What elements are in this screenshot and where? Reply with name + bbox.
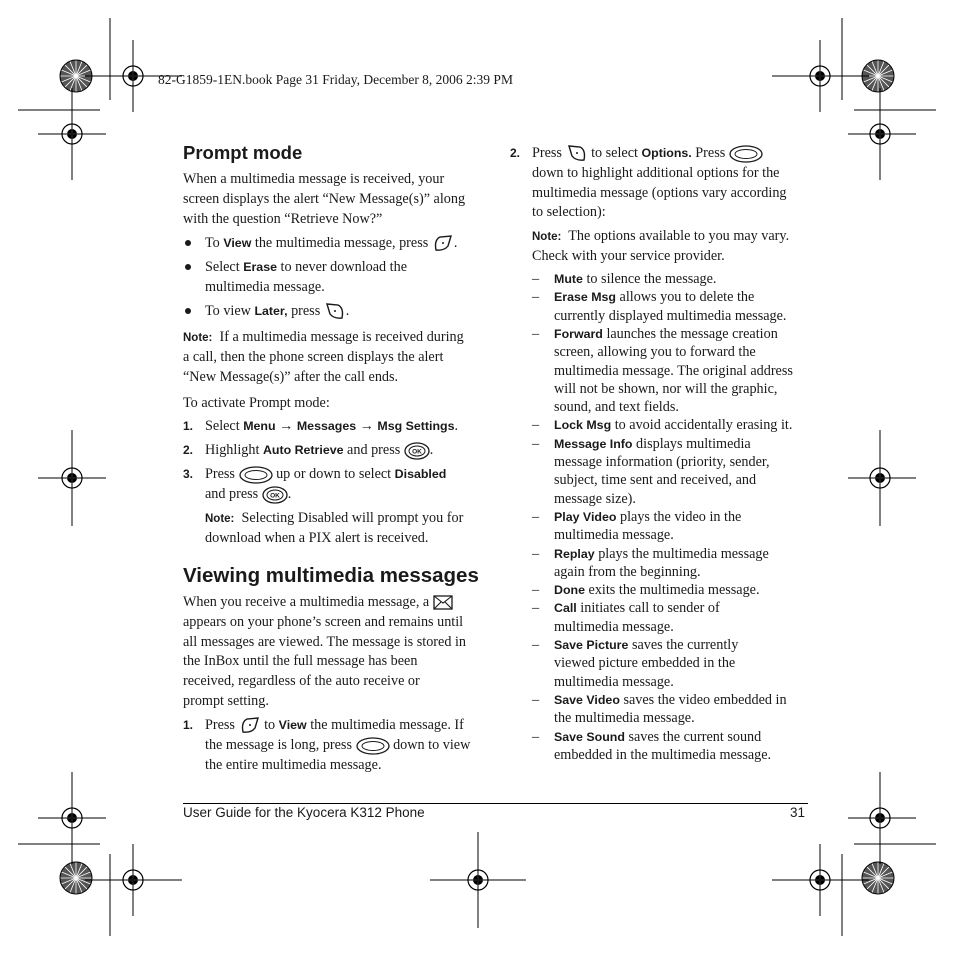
option-description: multimedia message. <box>554 527 674 544</box>
option-description: sound, and text fields. <box>554 399 679 416</box>
navigation-key-icon <box>356 737 390 755</box>
option-item-continuation <box>554 490 636 508</box>
option-item-continuation <box>554 526 674 544</box>
option-item <box>554 508 741 526</box>
option-item-continuation <box>554 654 735 672</box>
option-name: Call <box>554 601 577 616</box>
step-press-disabled: Press up or down to select Disabled <box>205 466 447 482</box>
step-press-options: Press to select Options. Press <box>532 143 763 164</box>
bullet <box>185 264 191 270</box>
option-description: message information (priority, sender, <box>554 454 770 470</box>
option-description: initiates call to sender of <box>576 600 720 617</box>
note-disabled: Note: Selecting Disabled will prompt you for <box>205 510 464 526</box>
list-dash: – <box>532 435 540 452</box>
step-select-menu: Select Menu → Messages → Msg Settings. <box>205 418 459 434</box>
option-description: exits the multimedia message. <box>584 582 760 599</box>
ok-key-icon <box>404 442 430 460</box>
option-description: to avoid accidentally erasing it. <box>611 417 793 434</box>
option-item-continuation <box>554 563 701 581</box>
option-item-continuation <box>554 307 786 325</box>
view-para-line-3: all messages are viewed. The message is stored in <box>183 634 467 650</box>
option-name: Replay <box>554 546 595 561</box>
step-press-options-line2: down to highlight additional options for the <box>532 165 780 181</box>
view-para-line-4: the InBox until the full message has been <box>183 653 418 669</box>
step-number: 2. <box>183 443 194 457</box>
step-number: 1. <box>183 419 194 433</box>
bullet-erase-line2: multimedia message. <box>205 279 325 295</box>
option-description: saves the current sound <box>624 728 762 745</box>
option-description: to silence the message. <box>582 271 717 287</box>
list-dash: – <box>532 289 540 306</box>
bullet <box>185 240 191 246</box>
bullet <box>185 308 191 314</box>
option-name: Erase Msg <box>554 290 616 305</box>
list-dash: – <box>532 508 540 525</box>
option-description: screen, allowing you to forward the <box>554 344 756 361</box>
option-item-continuation <box>554 618 674 636</box>
option-item <box>554 581 760 599</box>
option-description: message size). <box>554 490 636 507</box>
view-para-line-6: prompt setting. <box>183 693 269 709</box>
option-description: currently displayed multimedia message. <box>554 307 787 324</box>
printer-color-bar-icon <box>862 862 894 894</box>
option-item-continuation <box>554 709 695 727</box>
option-name: Play Video <box>554 509 617 524</box>
bullet-erase: Select Erase to never download the <box>205 259 407 275</box>
option-name: Save Sound <box>554 729 625 744</box>
option-item-continuation <box>554 398 679 416</box>
intro-line-1: When a multimedia message is received, your <box>183 171 445 187</box>
option-description: saves the video embedded in <box>619 691 787 708</box>
option-description: will not be shown, nor will the graphic, <box>554 380 778 397</box>
note-options: Note: The options available to you may vary. <box>532 228 790 244</box>
option-item <box>554 435 751 453</box>
list-dash: – <box>532 582 540 599</box>
right-softkey-icon <box>324 302 346 322</box>
option-item-continuation <box>554 453 770 471</box>
option-name: Message Info <box>554 436 633 451</box>
step-number: 2. <box>510 146 521 160</box>
list-dash: – <box>532 600 540 617</box>
list-dash: – <box>532 325 540 342</box>
option-item <box>554 545 769 563</box>
option-item-continuation <box>554 380 777 398</box>
list-dash: – <box>532 637 540 653</box>
note-call: Note: If a multimedia message is received during <box>183 329 464 345</box>
option-item <box>554 270 716 288</box>
note-call-line2: a call, then the phone screen displays the alert <box>183 349 444 365</box>
list-dash: – <box>532 417 540 434</box>
option-name: Done <box>554 583 585 598</box>
option-description: saves the currently <box>628 637 739 653</box>
intro-line-3: with the question “Retrieve Now?” <box>183 211 383 227</box>
view-para-line-5: received, regardless of the auto receive or <box>183 673 420 689</box>
step-highlight-auto: Highlight Auto Retrieve and press OK . <box>205 442 434 458</box>
option-item-continuation <box>554 362 793 380</box>
option-item-continuation <box>554 673 674 691</box>
option-name: Mute <box>554 272 583 286</box>
step-number: 1. <box>183 718 194 732</box>
navigation-key-icon <box>729 145 763 163</box>
option-description: embedded in the multimedia message. <box>554 746 772 763</box>
ok-key-icon <box>262 486 288 504</box>
option-item <box>554 288 754 306</box>
left-softkey-icon <box>239 716 261 736</box>
option-description: multimedia message. <box>554 618 674 635</box>
bullet-view: To View the multimedia message, press . <box>205 233 457 254</box>
option-description: multimedia message. <box>554 673 674 690</box>
navigation-key-icon <box>239 466 273 484</box>
option-description: plays the video in the <box>616 508 742 525</box>
option-description: subject, time sent and received, and <box>554 472 757 489</box>
option-item-continuation <box>554 343 756 361</box>
note-options-line2: Check with your service provider. <box>532 248 725 264</box>
option-description: the multimedia message. <box>554 710 695 727</box>
list-dash: – <box>532 728 540 745</box>
step-press-view: Press to View the multimedia message. If <box>205 715 464 736</box>
intro-line-2: screen displays the alert “New Message(s)” along <box>183 191 466 207</box>
envelope-icon <box>433 595 453 610</box>
option-name: Save Picture <box>554 638 629 652</box>
viewing-heading: Viewing multimedia messages <box>183 564 479 587</box>
option-name: Forward <box>554 326 603 341</box>
option-item-continuation <box>554 746 771 764</box>
step-press-view-line3: the entire multimedia message. <box>205 757 382 773</box>
view-para-line-1: When you receive a multimedia message, a <box>183 592 453 612</box>
option-description: viewed picture embedded in the <box>554 655 736 672</box>
option-item <box>554 599 720 617</box>
option-item <box>554 728 761 746</box>
option-item <box>554 636 738 654</box>
note-call-line3: “New Message(s)” after the call ends. <box>183 369 399 385</box>
option-description: multimedia message. The original address <box>554 362 793 379</box>
list-dash: – <box>532 545 540 562</box>
view-para-line-2: appears on your phone’s screen and remains until <box>183 614 464 630</box>
footer-title: User Guide for the Kyocera K312 Phone <box>183 805 425 820</box>
activate-prompt-text: To activate Prompt mode: <box>183 395 330 411</box>
bullet-later: To view Later, press . <box>205 301 349 322</box>
svg-text:OK: OK <box>269 492 280 500</box>
option-item <box>554 325 778 343</box>
printer-color-bar-icon <box>60 862 92 894</box>
note-disabled-line2: download when a PIX alert is received. <box>205 530 429 546</box>
step-number: 3. <box>183 467 194 481</box>
left-softkey-icon <box>432 234 454 254</box>
option-description: displays multimedia <box>632 435 751 452</box>
option-description: plays the multimedia message <box>594 545 769 562</box>
step-press-options-line4: to selection): <box>532 204 606 220</box>
step-press-options-line3: multimedia message (options vary according <box>532 185 787 201</box>
step-press-disabled-line2: and press OK . <box>205 486 292 502</box>
right-softkey-icon <box>566 144 588 164</box>
page-number: 31 <box>790 805 806 820</box>
option-item <box>554 416 792 434</box>
book-header-line: 82-G1859-1EN.book Page 31 Friday, December 8, 2006 2:39 PM <box>158 72 513 87</box>
option-name: Save Video <box>554 692 620 707</box>
option-item-continuation <box>554 471 756 489</box>
svg-text:OK: OK <box>411 448 422 456</box>
list-dash: – <box>532 271 540 287</box>
prompt-mode-heading: Prompt mode <box>183 142 303 163</box>
option-item <box>554 691 787 709</box>
step-press-view-line2: the message is long, press down to view <box>205 737 471 753</box>
list-dash: – <box>532 691 540 708</box>
option-name: Lock Msg <box>554 418 612 433</box>
option-description: launches the message creation <box>602 325 778 342</box>
option-description: again from the beginning. <box>554 563 701 580</box>
option-description: allows you to delete the <box>615 289 755 306</box>
